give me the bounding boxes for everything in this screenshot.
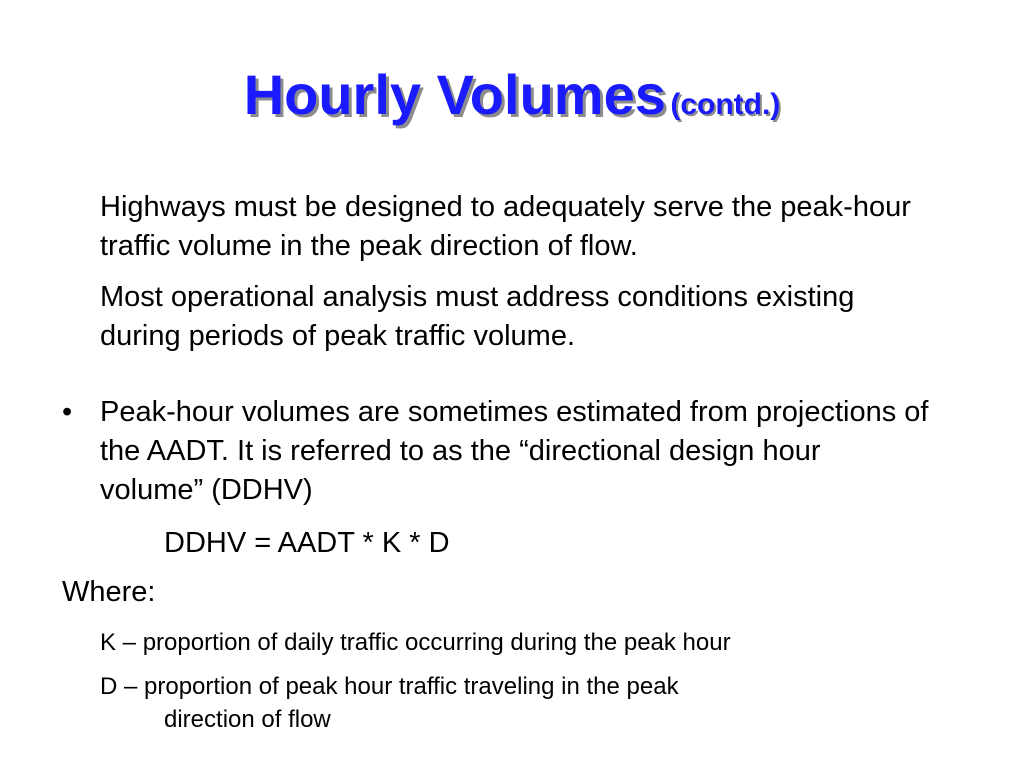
definition-k: K – proportion of daily traffic occurring during the peak hour: [100, 629, 731, 656]
definition-d-line1: D – proportion of peak hour traffic traveling in the peak: [100, 673, 679, 700]
definition-d: [100, 670, 900, 736]
bullet-icon: •: [62, 396, 73, 428]
paragraph-peak-hour-design: Highways must be designed to adequately serve the peak-hour traffic volume in the peak direction of flow.: [100, 191, 911, 262]
definition-d-line2: direction of flow: [164, 706, 331, 733]
slide-title: [0, 62, 1024, 127]
title-main: Hourly Volumes: [243, 63, 666, 126]
where-label: Where:: [62, 576, 156, 608]
ddhv-formula: DDHV = AADT * K * D: [164, 527, 450, 559]
title-suffix: (contd.): [670, 88, 781, 121]
paragraph-operational-analysis: Most operational analysis must address conditions existing during periods of peak traffic volume.: [100, 281, 855, 352]
bullet-text-ddhv: Peak-hour volumes are sometimes estimated from projections of the AADT. It is referred to as the “directional design hour volume” (DDHV): [100, 396, 929, 506]
